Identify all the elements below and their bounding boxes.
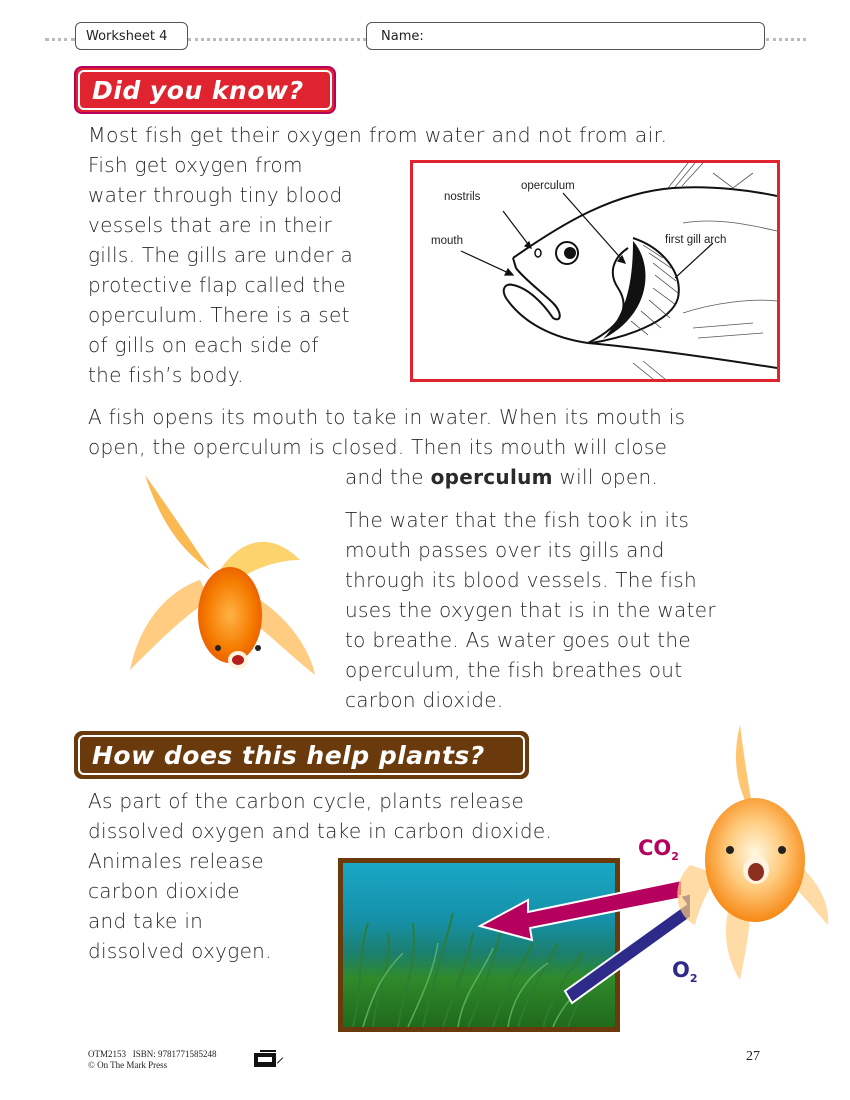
label-mouth: mouth	[431, 235, 463, 247]
did-you-know-title: Did you know?	[92, 75, 304, 105]
label-first-gill-arch: first gill arch	[665, 234, 727, 246]
mouth-operculum-paragraph	[88, 402, 685, 462]
text-line: protective flap called the	[88, 273, 347, 297]
how-does-this-help-plants-title: How does this help plants?	[92, 740, 485, 770]
name-label: Name:	[381, 29, 424, 44]
text-line: dissolved oxygen and take in carbon dioxide.	[88, 819, 553, 843]
text-line: gills. The gills are under a	[88, 243, 354, 267]
co2-o2-arrows	[470, 860, 690, 1010]
footer-publication-info	[88, 1049, 217, 1071]
fish-head-diagram	[410, 160, 780, 382]
o2-text: O	[672, 958, 690, 982]
text-line: carbon dioxide	[88, 879, 240, 903]
how-does-this-help-plants-banner	[74, 731, 529, 779]
label-nostrils: nostrils	[444, 191, 481, 203]
worksheet-label-box	[75, 22, 188, 50]
copyright-line: © On The Mark Press	[88, 1060, 168, 1070]
label-operculum: operculum	[521, 180, 575, 192]
text-line: The water that the fish took in its	[345, 508, 690, 532]
goldfish-photo-bottom	[660, 725, 835, 980]
header-dotted-rule-right	[766, 38, 806, 41]
text-line: Fish get oxygen from	[88, 153, 303, 177]
text-line: Animales release	[88, 849, 265, 873]
publisher-logo-icon	[254, 1050, 280, 1067]
text-line: As part of the carbon cycle, plants release	[88, 789, 525, 813]
text-line: to breathe. As water goes out the	[345, 628, 691, 652]
text-line: dissolved oxygen.	[88, 939, 272, 963]
header-dotted-rule-middle	[188, 38, 366, 41]
header-dotted-rule-left	[45, 38, 75, 41]
intro-line: Most fish get their oxygen from water and not from air.	[88, 123, 668, 147]
worksheet-label: Worksheet 4	[86, 29, 168, 44]
goldfish-icon	[100, 470, 330, 700]
operculum-bold-term: operculum	[430, 465, 553, 489]
text-line: and take in	[88, 909, 204, 933]
text-line: mouth passes over its gills and	[345, 538, 665, 562]
goldfish-icon	[660, 725, 835, 980]
text-span: and the	[345, 465, 431, 489]
text-line: operculum, the fish breathes out	[345, 658, 683, 682]
co2-subscript: 2	[671, 850, 679, 864]
text-line: water through tiny blood	[88, 183, 343, 207]
text-line: operculum. There is a set	[88, 303, 350, 327]
text-span: will open.	[552, 465, 659, 489]
text-line: the fish’s body.	[88, 363, 244, 387]
o2-subscript: 2	[689, 972, 698, 986]
text-line: A fish opens its mouth to take in water. When its mouth is	[88, 405, 686, 429]
did-you-know-banner	[74, 66, 336, 114]
isbn-line: OTM2153 ISBN: 9781771585248	[88, 1049, 217, 1059]
text-line: carbon dioxide.	[345, 688, 504, 712]
page-number: 27	[746, 1049, 760, 1064]
text-line: of gills on each side of	[88, 333, 319, 357]
breathing-paragraph	[345, 505, 716, 715]
gills-paragraph	[88, 150, 398, 390]
operculum-opens-line	[345, 462, 658, 492]
carbon-cycle-paragraph	[88, 786, 552, 846]
text-line: uses the oxygen that is in the water	[345, 598, 716, 622]
text-line: through its blood vessels. The fish	[345, 568, 697, 592]
animals-paragraph	[88, 846, 272, 966]
co2-text: CO	[638, 836, 672, 860]
text-line: vessels that are in their	[88, 213, 332, 237]
goldfish-photo-top	[100, 470, 330, 700]
text-line: open, the operculum is closed. Then its mouth will close	[88, 435, 668, 459]
name-field[interactable]	[366, 22, 765, 50]
